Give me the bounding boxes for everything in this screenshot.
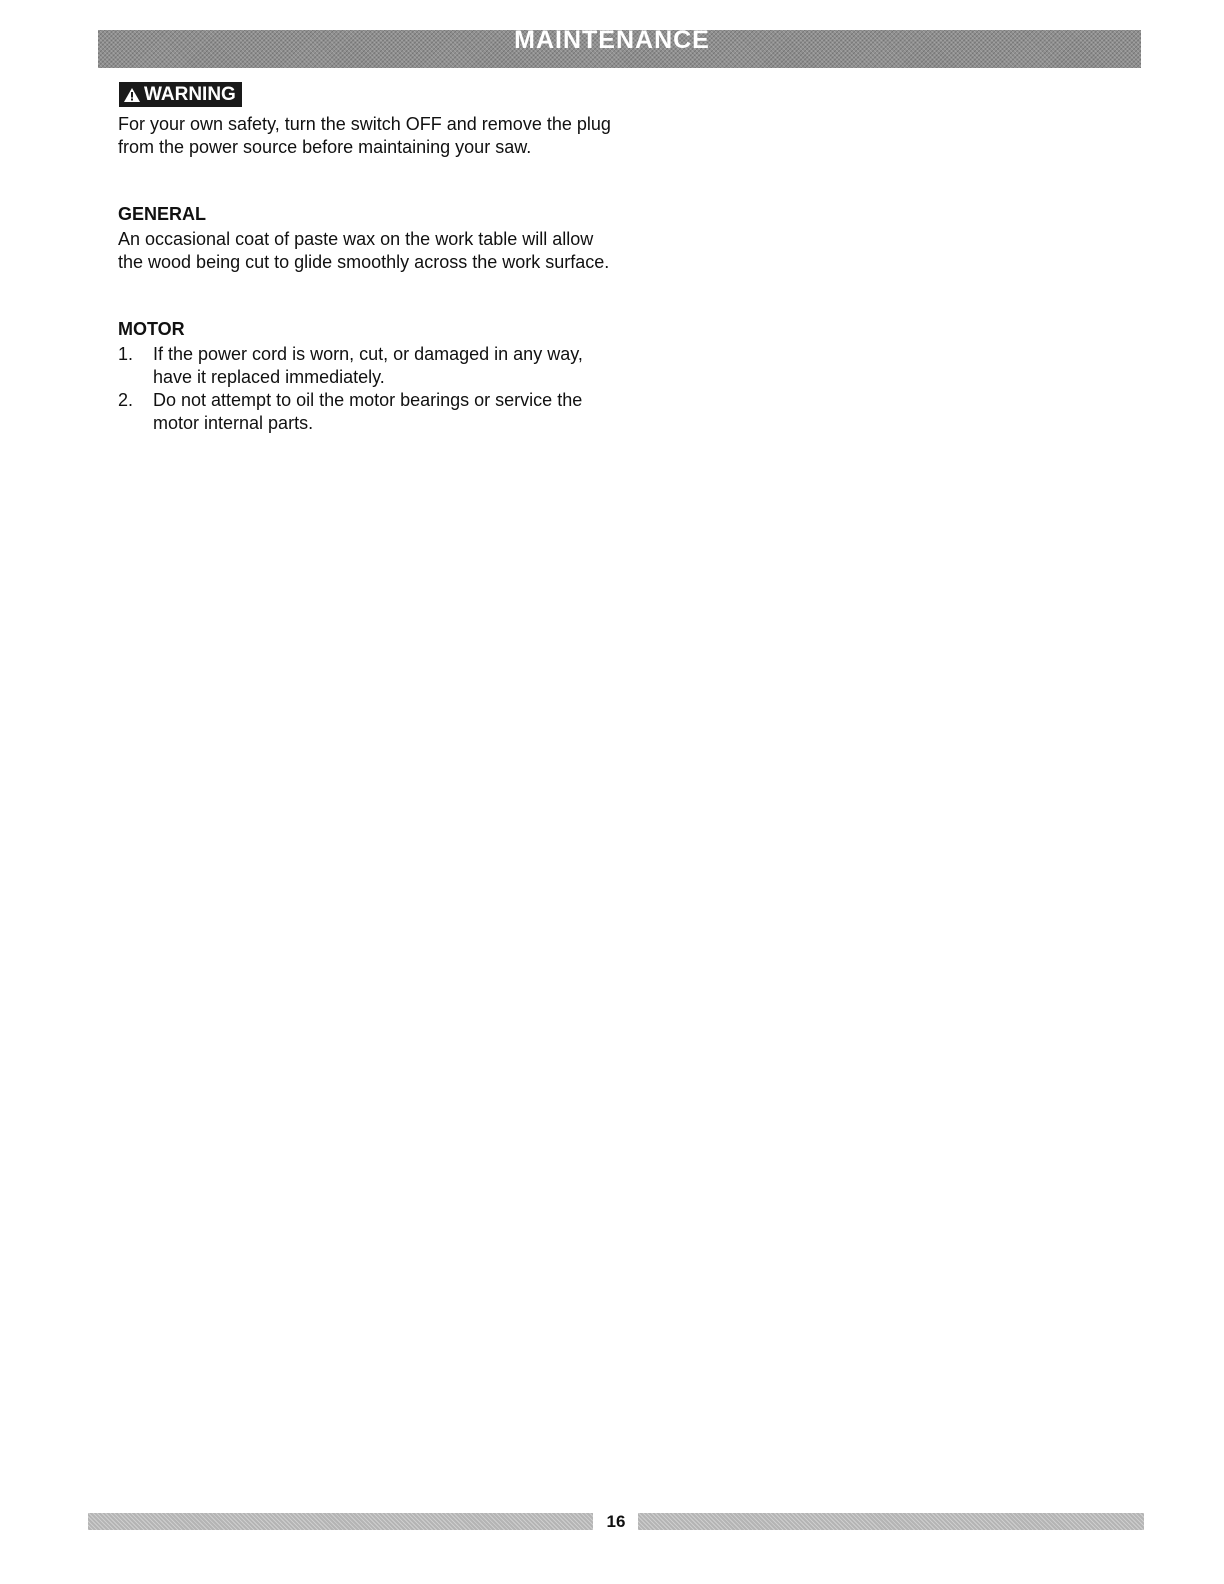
motor-heading: MOTOR	[118, 319, 185, 339]
motor-list	[118, 343, 618, 435]
footer-bar-right	[638, 1513, 1144, 1530]
warning-label: WARNING	[144, 84, 236, 105]
list-item-number: 2.	[118, 390, 134, 410]
list-item-text: If the power cord is worn, cut, or damaged in any way, have it replaced immediately.	[153, 344, 583, 387]
list-item-text: Do not attempt to oil the motor bearings or service the motor internal parts.	[153, 390, 583, 433]
general-text: An occasional coat of paste wax on the work table will allow the wood being cut to glide smoothly across the work surface.	[118, 229, 610, 272]
page-number: 16	[606, 1512, 626, 1531]
warning-text: For your own safety, turn the switch OFF and remove the plug from the power source before maintaining your saw.	[118, 114, 611, 157]
list-item-number: 1.	[118, 344, 134, 364]
warning-triangle-icon	[123, 87, 141, 103]
general-heading: GENERAL	[118, 204, 207, 224]
list-item	[118, 343, 618, 389]
footer-bar-left	[88, 1513, 593, 1530]
section-title: MAINTENANCE	[514, 26, 710, 54]
list-item	[118, 389, 618, 435]
warning-badge	[119, 82, 242, 107]
